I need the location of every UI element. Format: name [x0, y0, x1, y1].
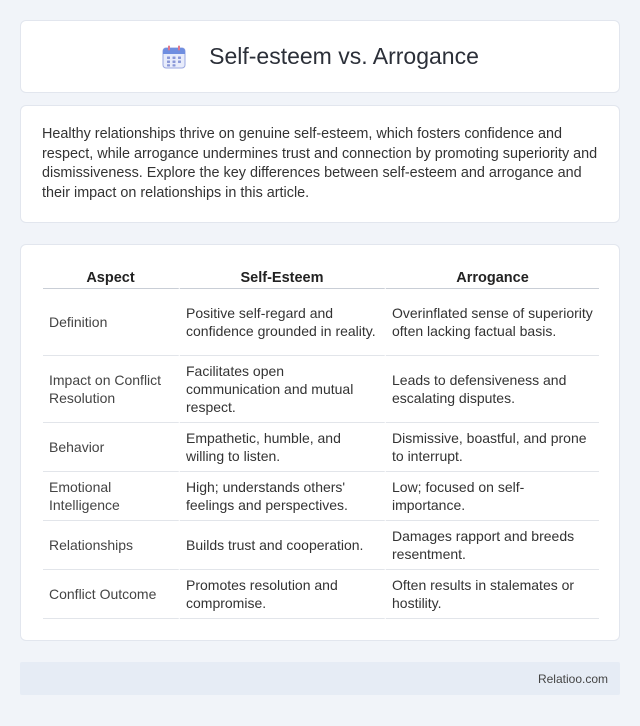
- table-row: [43, 570, 599, 619]
- table-cell-self-esteem: Positive self-regard and confidence grounded in reality.: [180, 289, 386, 356]
- table-cell-self-esteem: High; understands others' feelings and perspectives.: [180, 472, 386, 521]
- table-header-row: [43, 267, 599, 289]
- intro-paragraph: Healthy relationships thrive on genuine self-esteem, which fosters confidence and respect, while arrogance undermines trust and connection by promoting superiority and dismissiveness. Explore the key differences between self-esteem and arrogance and their impact on relationships in this article.: [42, 126, 598, 201]
- table-cell-aspect: Emotional Intelligence: [43, 472, 180, 521]
- table-cell-aspect: Definition: [43, 289, 180, 356]
- table-cell-self-esteem: Builds trust and cooperation.: [180, 521, 386, 570]
- footer: [20, 662, 620, 695]
- header: [161, 43, 479, 70]
- table-cell-self-esteem: Facilitates open communication and mutual respect.: [180, 356, 386, 423]
- table-cell-aspect: Impact on Conflict Resolution: [43, 356, 180, 423]
- table-row: [43, 423, 599, 472]
- column-header-aspect: Aspect: [43, 267, 180, 289]
- header-card: [20, 20, 620, 93]
- table-cell-self-esteem: Empathetic, humble, and willing to listen.: [180, 423, 386, 472]
- table-cell-arrogance: Often results in stalemates or hostility.: [386, 570, 599, 619]
- table-cell-arrogance: Leads to defensiveness and escalating disputes.: [386, 356, 599, 423]
- table-cell-arrogance: Dismissive, boastful, and prone to interrupt.: [386, 423, 599, 472]
- table-cell-arrogance: Low; focused on self-importance.: [386, 472, 599, 521]
- table-cell-self-esteem: Promotes resolution and compromise.: [180, 570, 386, 619]
- comparison-table: [43, 267, 599, 619]
- table-cell-aspect: Conflict Outcome: [43, 570, 180, 619]
- table-cell-arrogance: Overinflated sense of superiority often lacking factual basis.: [386, 289, 599, 356]
- calendar-icon: [161, 44, 187, 70]
- table-cell-aspect: Relationships: [43, 521, 180, 570]
- table-row: [43, 356, 599, 423]
- column-header-self-esteem: Self-Esteem: [180, 267, 386, 289]
- comparison-card: [20, 244, 620, 641]
- table-cell-arrogance: Damages rapport and breeds resentment.: [386, 521, 599, 570]
- table-row: [43, 472, 599, 521]
- footer-brand: Relatioo.com: [537, 671, 608, 686]
- intro-card: [20, 105, 620, 223]
- column-header-arrogance: Arrogance: [386, 267, 599, 289]
- page-title: Self-esteem vs. Arrogance: [209, 43, 479, 69]
- table-row: [43, 289, 599, 356]
- table-row: [43, 521, 599, 570]
- table-cell-aspect: Behavior: [43, 423, 180, 472]
